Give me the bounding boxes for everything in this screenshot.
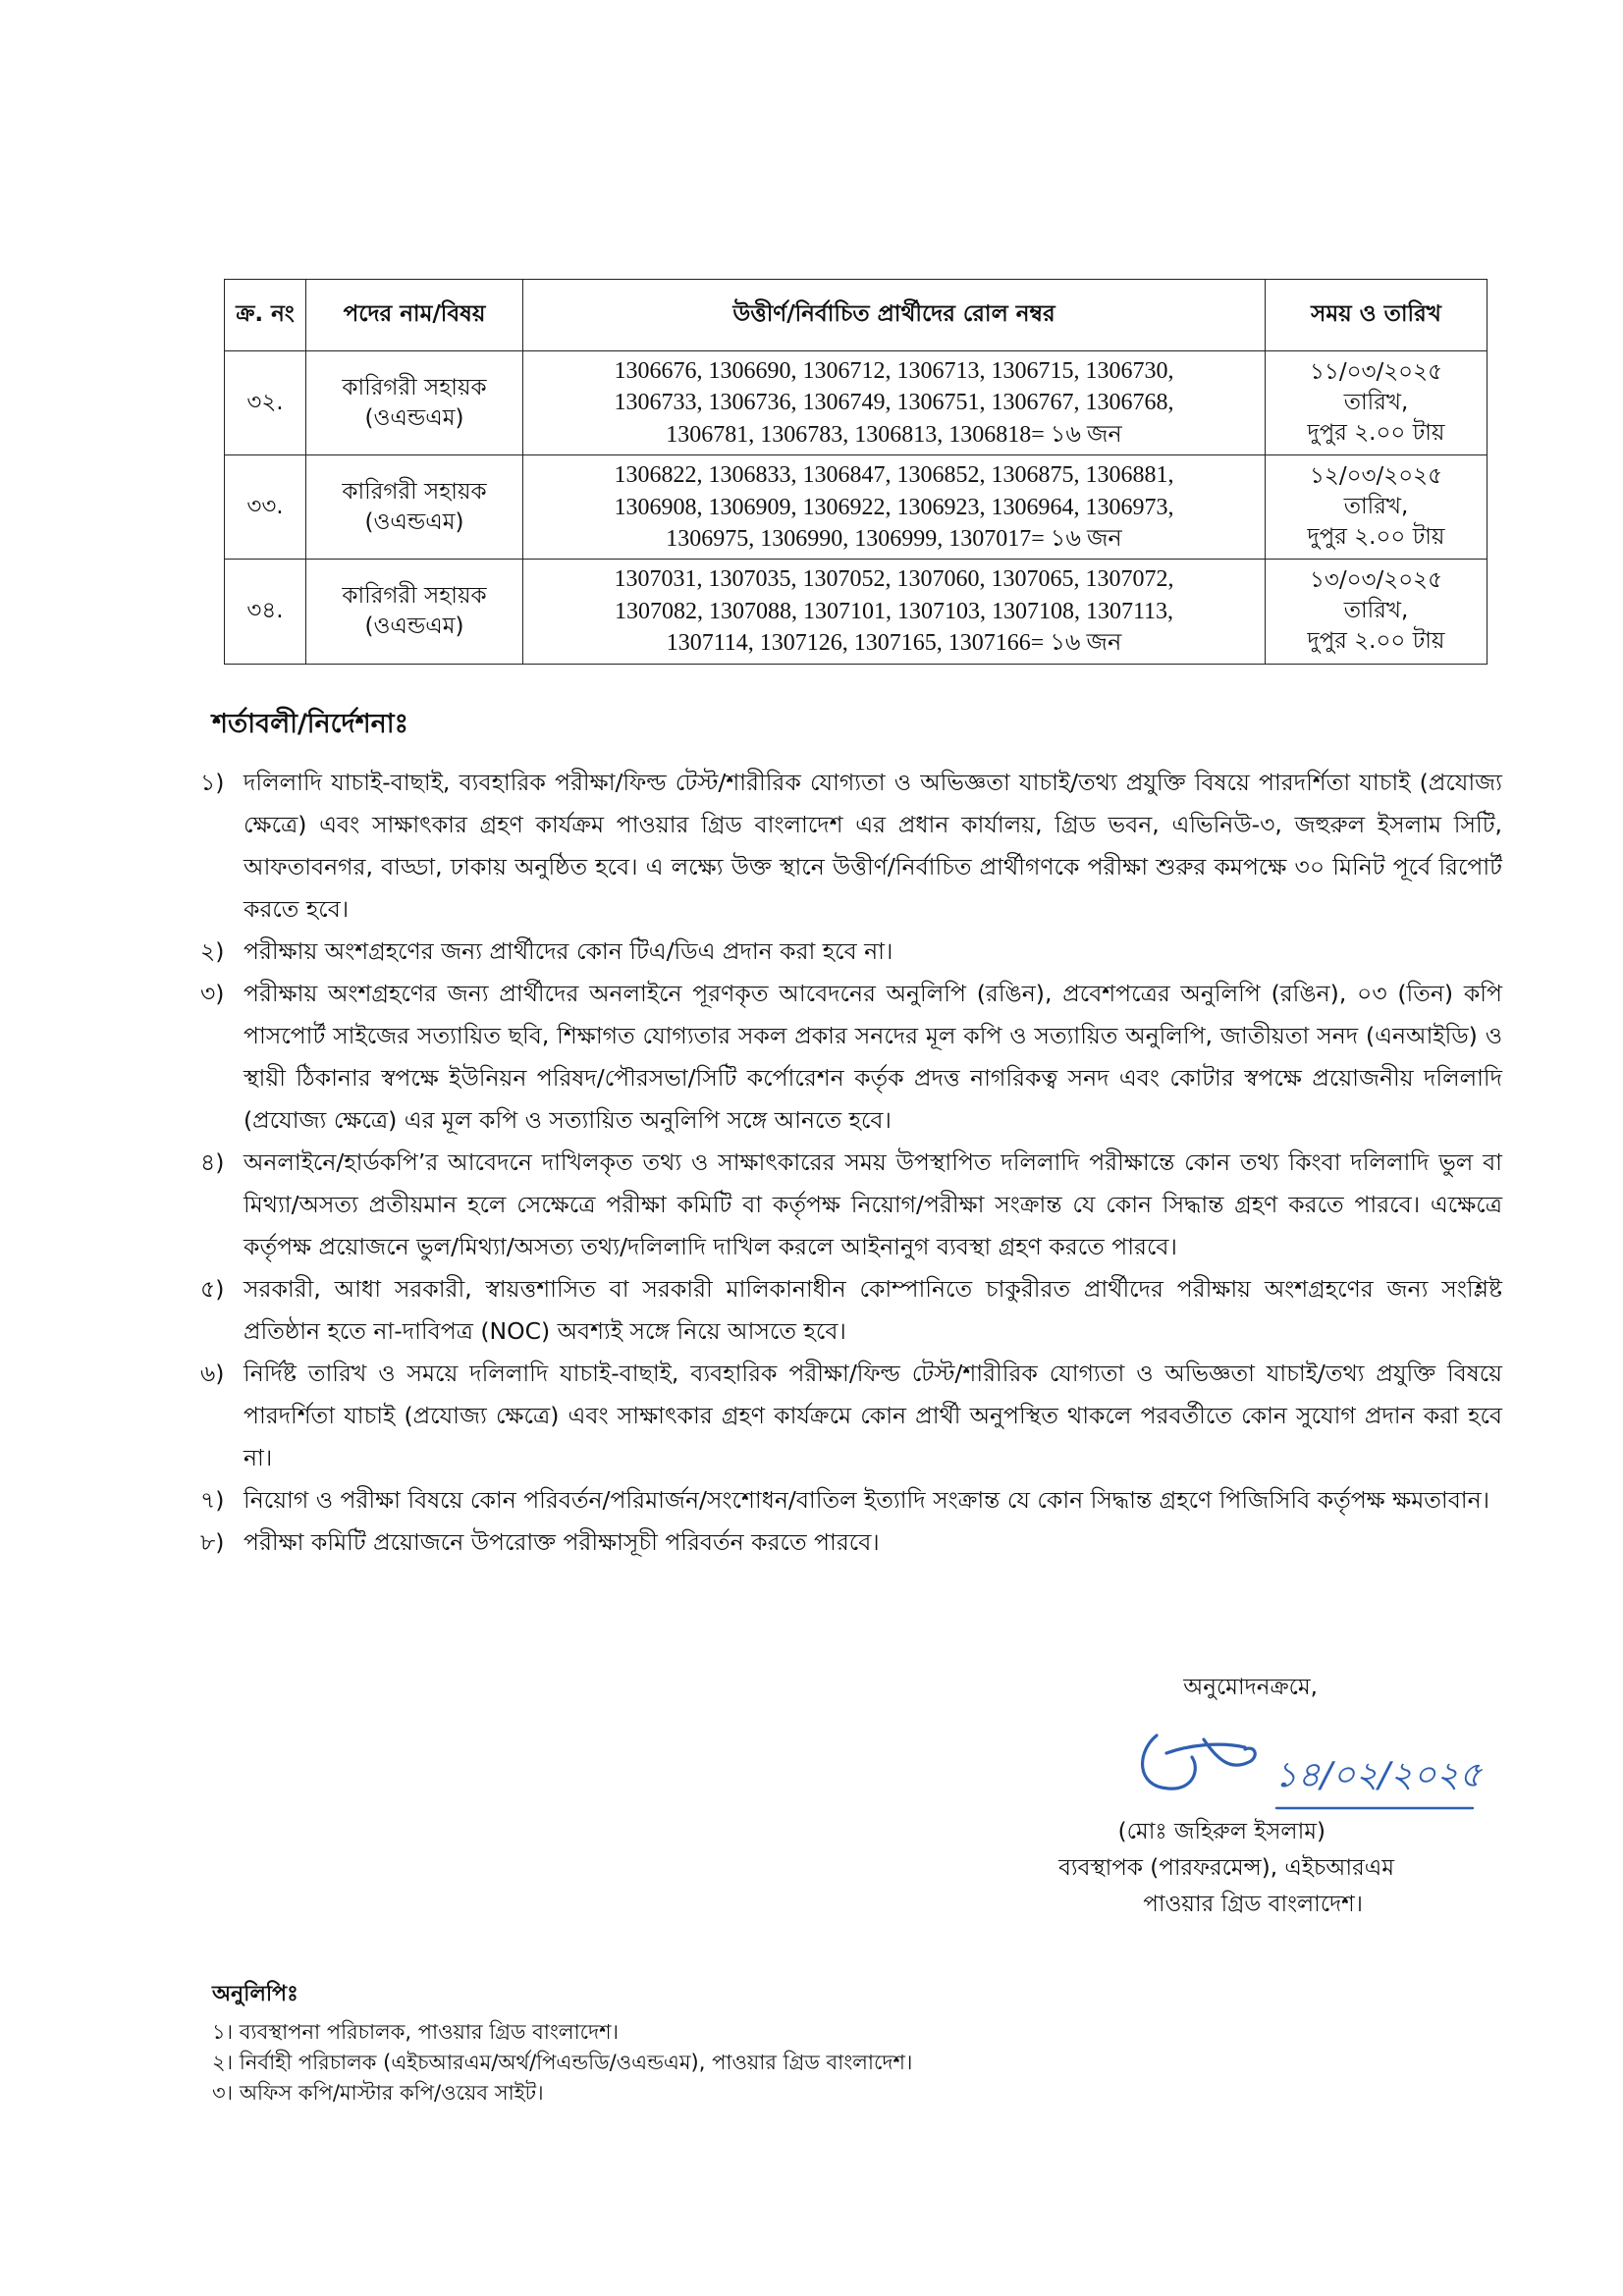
condition-text: সরকারী, আধা সরকারী, স্বায়ত্তশাসিত বা সরকারী মালিকানাধীন কোম্পানিতে চাকুরীরত প্রার্থীদের পরীক্ষায় অংশগ্রহণের জন্য সংশ্লিষ্ট প্রতিষ্ঠান হতে না-দাবিপত্র (NOC) অবশ্যই সঙ্গে নিয়ে আসতে হবে। — [243, 1275, 1502, 1345]
exam-time: দুপুর ২.০০ টায় — [1307, 628, 1445, 655]
post-dept: (ওএন্ডএম) — [364, 404, 464, 431]
condition-item — [200, 931, 1502, 973]
conditions-title: শর্তাবলী/নির্দেশনাঃ — [212, 709, 408, 739]
condition-number: ২) — [200, 937, 225, 965]
signature-block — [982, 1669, 1492, 1917]
condition-number: ৫) — [200, 1275, 225, 1303]
condition-item — [200, 973, 1502, 1142]
condition-number: ৪) — [200, 1148, 225, 1176]
post-dept: (ওএন্ডএম) — [364, 613, 464, 639]
exam-date: ১৩/০৩/২০২৫ তারিখ, — [1309, 567, 1443, 624]
post-dept: (ওএন্ডএম) — [364, 508, 464, 535]
header-date: সময় ও তারিখ — [1266, 280, 1488, 351]
table-row — [225, 455, 1488, 560]
condition-text: পরীক্ষায় অংশগ্রহণের জন্য প্রার্থীদের অনলাইনে পূরণকৃত আবেদনের অনুলিপি (রঙিন), প্রবেশপত্রের অনুলিপি (রঙিন), ০৩ (তিন) কপি পাসপোর্ট সাইজের সত্যায়িত ছবি, শিক্ষাগত যোগ্যতার সকল প্রকার সনদের মূল কপি ও সত্যায়িত অনুলিপি, জাতীয়তা সনদ (এনআইডি) ও স্থায়ী ঠিকানার স্বপক্ষে ইউনিয়ন পরিষদ/পৌরসভা/সিটি কর্পোরেশন কর্তৃক প্রদত্ত নাগরিকত্ব সনদ এবং কোটার স্বপক্ষে প্রয়োজনীয় দলিলাদি (প্রযোজ্য ক্ষেত্রে) এর মূল কপি ও সত্যায়িত অনুলিপি সঙ্গে আনতে হবে। — [243, 980, 1502, 1134]
condition-text: পরীক্ষায় অংশগ্রহণের জন্য প্রার্থীদের কোন টিএ/ডিএ প্রদান করা হবে না। — [243, 937, 893, 965]
copies-title: অনুলিপিঃ — [212, 1982, 298, 2006]
exam-time: দুপুর ২.০০ টায় — [1307, 420, 1445, 447]
copy-item: ২। নির্বাহী পরিচালক (এইচআরএম/অর্থ/পিএন্ডডি/ওএন্ডএম), পাওয়ার গ্রিড বাংলাদেশ। — [212, 2051, 913, 2074]
row-date — [1266, 560, 1488, 664]
copies-section — [212, 1979, 912, 2109]
exam-schedule-table — [224, 279, 1488, 665]
row-post — [306, 455, 523, 560]
table-header-row — [225, 280, 1488, 351]
roll-line: 1307031, 1307035, 1307052, 1307060, 1307065, 1307072, — [614, 566, 1174, 593]
condition-item — [200, 1353, 1502, 1479]
roll-line: 1306781, 1306783, 1306813, 1306818= ১৬ জন — [666, 421, 1122, 448]
row-serial: ৩৩. — [225, 455, 306, 560]
table-row — [225, 351, 1488, 455]
condition-text: দলিলাদি যাচাই-বাছাই, ব্যবহারিক পরীক্ষা/ফিল্ড টেস্ট/শারীরিক যোগ্যতা ও অভিজ্ঞতা যাচাই/তথ্য প্রযুক্তি বিষয়ে পারদর্শিতা যাচাই (প্রযোজ্য ক্ষেত্রে) এবং সাক্ষাৎকার গ্রহণ কার্যক্রম পাওয়ার গ্রিড বাংলাদেশ এর প্রধান কার্যালয়, গ্রিড ভবন, এভিনিউ-৩, জহুরুল ইসলাম সিটি, আফতাবনগর, বাড্ডা, ঢাকায় অনুষ্ঠিত হবে। এ লক্ষ্যে উক্ত স্থানে উত্তীর্ণ/নির্বাচিত প্রার্থীগণকে পরীক্ষা শুরুর কমপক্ষে ৩০ মিনিট পূর্বে রিপোর্ট করতে হবে। — [243, 769, 1502, 923]
condition-item — [200, 1142, 1502, 1268]
copy-item: ১। ব্যবস্থাপনা পরিচালক, পাওয়ার গ্রিড বাংলাদেশ। — [212, 2020, 620, 2044]
signer-details — [982, 1814, 1394, 1923]
condition-text: পরীক্ষা কমিটি প্রয়োজনে উপরোক্ত পরীক্ষাসূচী পরিবর্তন করতে পারবে। — [243, 1528, 880, 1556]
condition-text: নির্দিষ্ট তারিখ ও সময়ে দলিলাদি যাচাই-বাছাই, ব্যবহারিক পরীক্ষা/ফিল্ড টেস্ট/শারীরিক যোগ্যতা ও অভিজ্ঞতা যাচাই/তথ্য প্রযুক্তি বিষয়ে পারদর্শিতা যাচাই (প্রযোজ্য ক্ষেত্রে) এবং সাক্ষাৎকার গ্রহণ কার্যক্রমে কোন প্রার্থী অনুপস্থিত থাকলে পরবর্তীতে কোন সুযোগ প্রদান করা হবে না। — [243, 1360, 1502, 1471]
post-name: কারিগরী সহায়ক — [342, 374, 487, 400]
condition-item — [200, 1268, 1502, 1353]
post-name: কারিগরী সহায়ক — [342, 582, 487, 609]
row-date — [1266, 351, 1488, 455]
table-row — [225, 560, 1488, 664]
conditions-list — [200, 762, 1502, 1564]
roll-line: 1306733, 1306736, 1306749, 1306751, 1306767, 1306768, — [614, 390, 1174, 416]
row-rolls — [523, 560, 1266, 664]
row-serial: ৩২. — [225, 351, 306, 455]
post-name: কারিগরী সহায়ক — [342, 478, 487, 505]
condition-number: ৮) — [200, 1528, 225, 1556]
condition-number: ১) — [200, 769, 225, 796]
row-post — [306, 560, 523, 664]
condition-item — [200, 1479, 1502, 1522]
roll-line: 1306676, 1306690, 1306712, 1306713, 1306715, 1306730, — [614, 358, 1174, 384]
roll-line: 1307082, 1307088, 1307101, 1307103, 1307108, 1307113, — [614, 598, 1174, 624]
signer-name: (মোঃ জহিরুল ইসলাম) — [1117, 1819, 1325, 1844]
condition-text: নিয়োগ ও পরীক্ষা বিষয়ে কোন পরিবর্তন/পরিমার্জন/সংশোধন/বাতিল ইত্যাদি সংক্রান্ত যে কোন সিদ্ধান্ত গ্রহণে পিজিসিবি কর্তৃপক্ষ ক্ষমতাবান। — [243, 1486, 1490, 1514]
roll-line: 1306822, 1306833, 1306847, 1306852, 1306875, 1306881, — [614, 462, 1174, 489]
row-post — [306, 351, 523, 455]
condition-number: ৩) — [200, 980, 225, 1007]
signature-date: ১৪/০২/২০২৫ — [1274, 1755, 1483, 1795]
signer-designation: ব্যবস্থাপক (পারফরমেন্স), এইচআরএম — [1058, 1855, 1394, 1881]
header-serial: ক্র. নং — [225, 280, 306, 351]
exam-time: দুপুর ২.০০ টায় — [1307, 524, 1445, 551]
header-rolls: উত্তীর্ণ/নির্বাচিত প্রার্থীদের রোল নম্বর — [523, 280, 1266, 351]
header-post: পদের নাম/বিষয় — [306, 280, 523, 351]
condition-item — [200, 762, 1502, 931]
copy-item: ৩। অফিস কপি/মাস্টার কপি/ওয়েব সাইট। — [212, 2081, 544, 2105]
condition-number: ৬) — [200, 1360, 225, 1387]
row-rolls — [523, 455, 1266, 560]
condition-item — [200, 1522, 1502, 1564]
roll-line: 1307114, 1307126, 1307165, 1307166= ১৬ জন — [666, 630, 1122, 657]
condition-text: অনলাইনে/হার্ডকপি’র আবেদনে দাখিলকৃত তথ্য ও সাক্ষাৎকারের সময় উপস্থাপিত দলিলাদি পরীক্ষান্তে কোন তথ্য কিংবা দলিলাদি ভুল বা মিথ্যা/অসত্য প্রতীয়মান হলে সেক্ষেত্রে পরীক্ষা কমিটি বা কর্তৃপক্ষ নিয়োগ/পরীক্ষা সংক্রান্ত যে কোন সিদ্ধান্ত গ্রহণ করতে পারবে। এক্ষেত্রে কর্তৃপক্ষ প্রয়োজনে ভুল/মিথ্যা/অসত্য তথ্য/দলিলাদি দাখিল করলে আইনানুগ ব্যবস্থা গ্রহণ করতে পারবে। — [243, 1148, 1502, 1260]
signer-organization: পাওয়ার গ্রিড বাংলাদেশ। — [1143, 1892, 1363, 1917]
roll-line: 1306975, 1306990, 1306999, 1307017= ১৬ জন — [666, 525, 1122, 552]
row-serial: ৩৪. — [225, 560, 306, 664]
row-rolls — [523, 351, 1266, 455]
exam-date: ১২/০৩/২০২৫ তারিখ, — [1309, 463, 1443, 520]
roll-line: 1306908, 1306909, 1306922, 1306923, 1306964, 1306973, — [614, 494, 1174, 520]
exam-date: ১১/০৩/২০২৫ তারিখ, — [1309, 359, 1443, 416]
condition-number: ৭) — [200, 1486, 225, 1514]
handwritten-signature — [1129, 1718, 1483, 1816]
row-date — [1266, 455, 1488, 560]
approval-text: অনুমোদনক্রমে, — [1183, 1675, 1318, 1700]
